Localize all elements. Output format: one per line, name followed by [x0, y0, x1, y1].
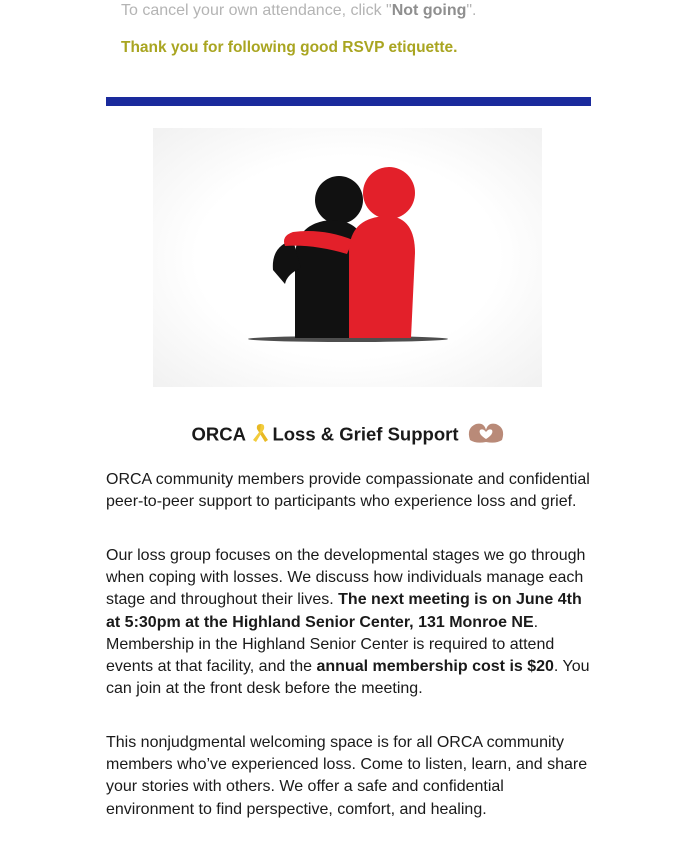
section-divider [106, 97, 591, 106]
rsvp-thanks: Thank you for following good RSVP etiquette. [121, 39, 458, 56]
intro-paragraph: ORCA community members provide compassionate and confidential peer-to-peer support to participants who experience loss and grief. [106, 471, 590, 511]
meeting-details: The next meeting is on June 4th at 5:30pm at the Highland Senior Center, 131 Monroe NE [106, 591, 582, 631]
heart-hands-icon [466, 420, 506, 451]
meeting-paragraph [106, 545, 592, 700]
not-going-label: Not going [391, 2, 467, 19]
embrace-icon [153, 128, 542, 387]
heading-part2: Loss & Grief Support [272, 423, 459, 445]
cancel-prefix: To cancel your own attendance, click " [121, 2, 392, 19]
welcome-paragraph: This nonjudgmental welcoming space is for all ORCA community members who’ve experienced loss. Come to listen, learn, and share your stories with others. We offer a safe and confidential environment to find perspective, comfort, and healing. [106, 734, 588, 818]
section-heading [106, 420, 592, 451]
meeting-text-e: . You can join at the front desk before the meeting. [106, 658, 590, 698]
membership-cost: annual membership cost is $20 [316, 658, 554, 676]
cancel-suffix: ". [466, 2, 477, 19]
yellow-ribbon-icon [252, 422, 270, 449]
heading-part1: ORCA [191, 423, 251, 445]
two-people-embrace-illustration [153, 128, 542, 387]
cancel-instructions [121, 2, 601, 20]
meeting-text-a: Our loss group focuses on the developmental stages we go through when coping with losses. We discuss how individuals manage each stage and throughout their lives. [106, 547, 586, 609]
meeting-text-c: . Membership in the Highland Senior Center is required to attend events at that facility, and the [106, 613, 555, 676]
